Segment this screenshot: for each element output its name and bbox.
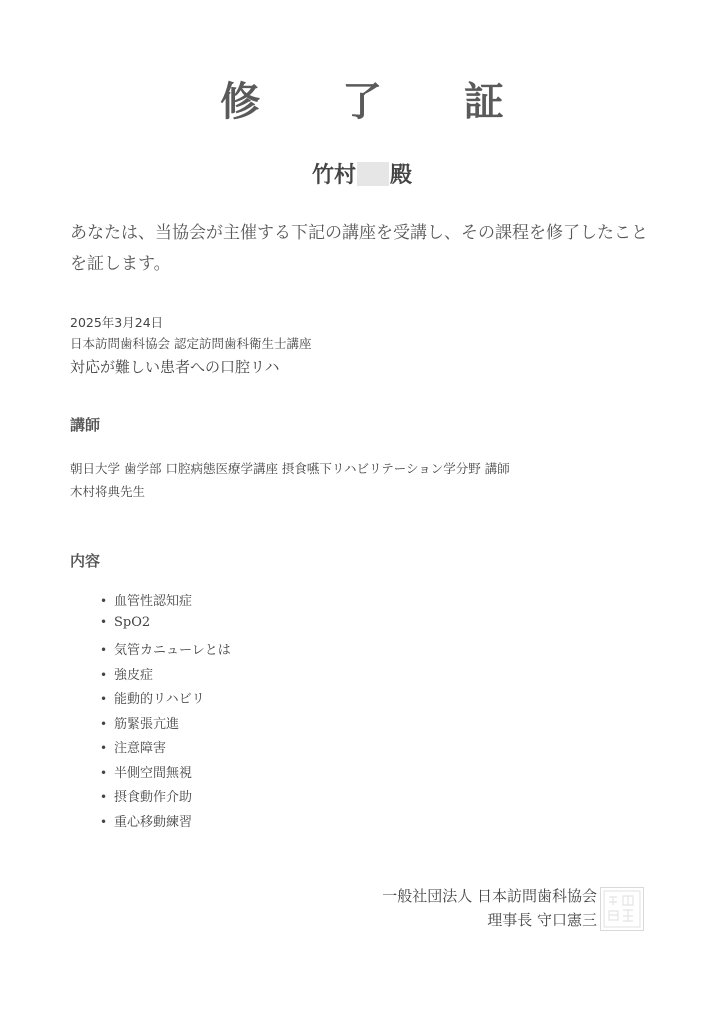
redacted-block (357, 162, 389, 186)
list-item: • 気管カニューレとは (100, 643, 231, 658)
recipient-name (0, 158, 724, 189)
bullet-icon: • (100, 716, 108, 731)
bullet-icon: • (100, 814, 108, 829)
issuer-organization: 一般社団法人 日本訪問歯科協会 (382, 887, 597, 905)
issuer-block (382, 884, 597, 932)
course-name: 日本訪問歯科協会 認定訪問歯科衛生士講座 (70, 336, 312, 351)
issuer-chair: 理事長 守口憲三 (487, 911, 597, 929)
bullet-icon: • (100, 643, 108, 657)
bullet-icon: • (100, 594, 108, 608)
course-date: 2025年3月24日 (70, 315, 164, 330)
list-item: • 注意障害 (100, 741, 167, 756)
certificate-title: 修 了 証 (220, 78, 538, 125)
bullet-icon: • (100, 741, 108, 755)
list-item: • 重心移動練習 (100, 814, 193, 830)
instructor-affiliation: 朝日大学 歯学部 口腔病態医療学講座 摂食嚥下リハビリテーション学分野 講師 (70, 461, 510, 476)
bullet-icon: • (100, 614, 108, 629)
certification-statement: あなたは、当協会が主催する下記の講座を受講し、その課程を修了したことを証します。 (70, 223, 648, 274)
official-seal-icon (600, 887, 644, 931)
bullet-icon: • (100, 667, 108, 682)
list-item: • 強皮症 (100, 667, 154, 683)
instructor-name: 木村将典先生 (70, 484, 146, 499)
list-item: • 半側空間無視 (100, 765, 193, 781)
course-topic: 対応が難しい患者への口腔リハ (70, 358, 280, 376)
instructor-heading: 講師 (70, 416, 101, 434)
list-item: • 能動的リハビリ (100, 692, 205, 707)
bullet-icon: • (100, 765, 108, 780)
list-item: • 血管性認知症 (100, 594, 193, 609)
list-item: • 筋緊張亢進 (100, 716, 180, 732)
bullet-icon: • (100, 790, 108, 804)
bullet-icon: • (100, 692, 108, 706)
content-heading: 内容 (70, 552, 101, 570)
recipient-given-name: 竹村 (311, 162, 356, 188)
list-item: • SpO2 (100, 614, 151, 630)
recipient-honorific: 殿 (390, 162, 413, 188)
content-list (100, 590, 231, 835)
list-item: • 摂食動作介助 (100, 790, 193, 805)
